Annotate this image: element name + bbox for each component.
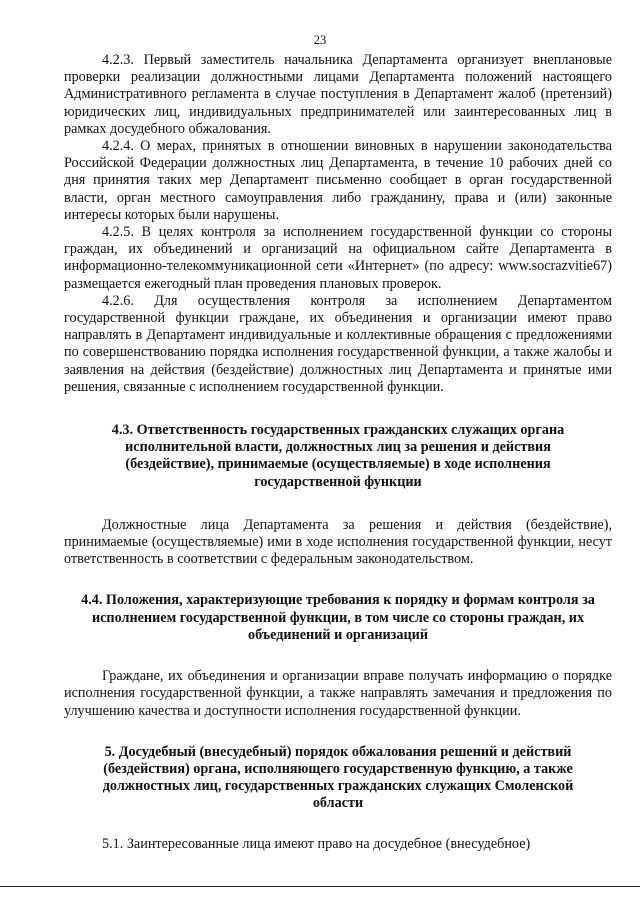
page-bottom-rule [0,886,640,887]
paragraph-4-2-5: 4.2.5. В целях контроля за исполнением государственной функции со стороны граждан, их объединений и организаций на официальном сайте Департамента в информационно-телекоммуникационной сети «Интернет» (по адресу: www.socrazvitie67) размещается ежегодный план проведения плановых проверок. [64,224,612,292]
section-4-3-paragraph: Должностные лица Департамента за решения и действия (бездействие), принимаемые (осуществляемые) ими в ходе исполнения государственной функции, несут ответственность в соответствии с федеральным законодательством. [64,516,612,568]
page-number: 23 [313,33,327,47]
document-body [64,52,612,853]
section-4-3-heading: 4.3. Ответственность государственных гражданских служащих органа исполнительной власти, должностных лиц за решения и действия (бездействие), принимаемые (осуществляемые) в ходе исполнения государственной функции [111,422,565,490]
section-4-4-heading: 4.4. Положения, характеризующие требования к порядку и формам контроля за исполнением государственной функции, в том числе со стороны граждан, их объединений и организаций [81,592,595,643]
section-4-4-paragraph: Граждане, их объединения и организации вправе получать информацию о порядке исполнения государственной функции, а также направлять замечания и предложения по улучшению качества и доступности исполнения государственной функции. [64,668,612,719]
paragraph-5-1: 5.1. Заинтересованные лица имеют право на досудебное (внесудебное) [102,835,531,852]
paragraph-4-2-4: 4.2.4. О мерах, принятых в отношении виновных в нарушении законодательства Российской Федерации должностных лиц Департамента, в течение 10 рабочих дней со дня принятия таких мер Департамент письменно сообщает в орган государственной власти, орган местного самоуправления либо гражданину, права и (или) законные интересы которых были нарушены. [64,138,612,223]
paragraph-4-2-3: 4.2.3. Первый заместитель начальника Департамента организует внеплановые проверки реализации должностными лицами Департамента положений настоящего Административного регламента в случае поступления в Департамент жалоб (претензий) юридических лиц, индивидуальных предпринимателей или заинтересованных лиц в рамках досудебного обжалования. [64,52,612,137]
section-5-heading: 5. Досудебный (внесудебный) порядок обжалования решений и действий (бездействия) органа, исполняющего государственную функцию, а также должностных лиц, государственных гражданских служащих Смоленской области [102,743,574,812]
paragraph-4-2-6: 4.2.6. Для осуществления контроля за исполнением Департаментом государственной функции граждане, их объединения и организации имеют право направлять в Департамент индивидуальные и коллективные обращения с предложениями по совершенствованию порядка исполнения государственной функции, а также жалобы и заявления на действия (бездействие) должностных лиц Департамента и принятые ими решения, связанные с исполнением государственной функции. [64,292,612,395]
